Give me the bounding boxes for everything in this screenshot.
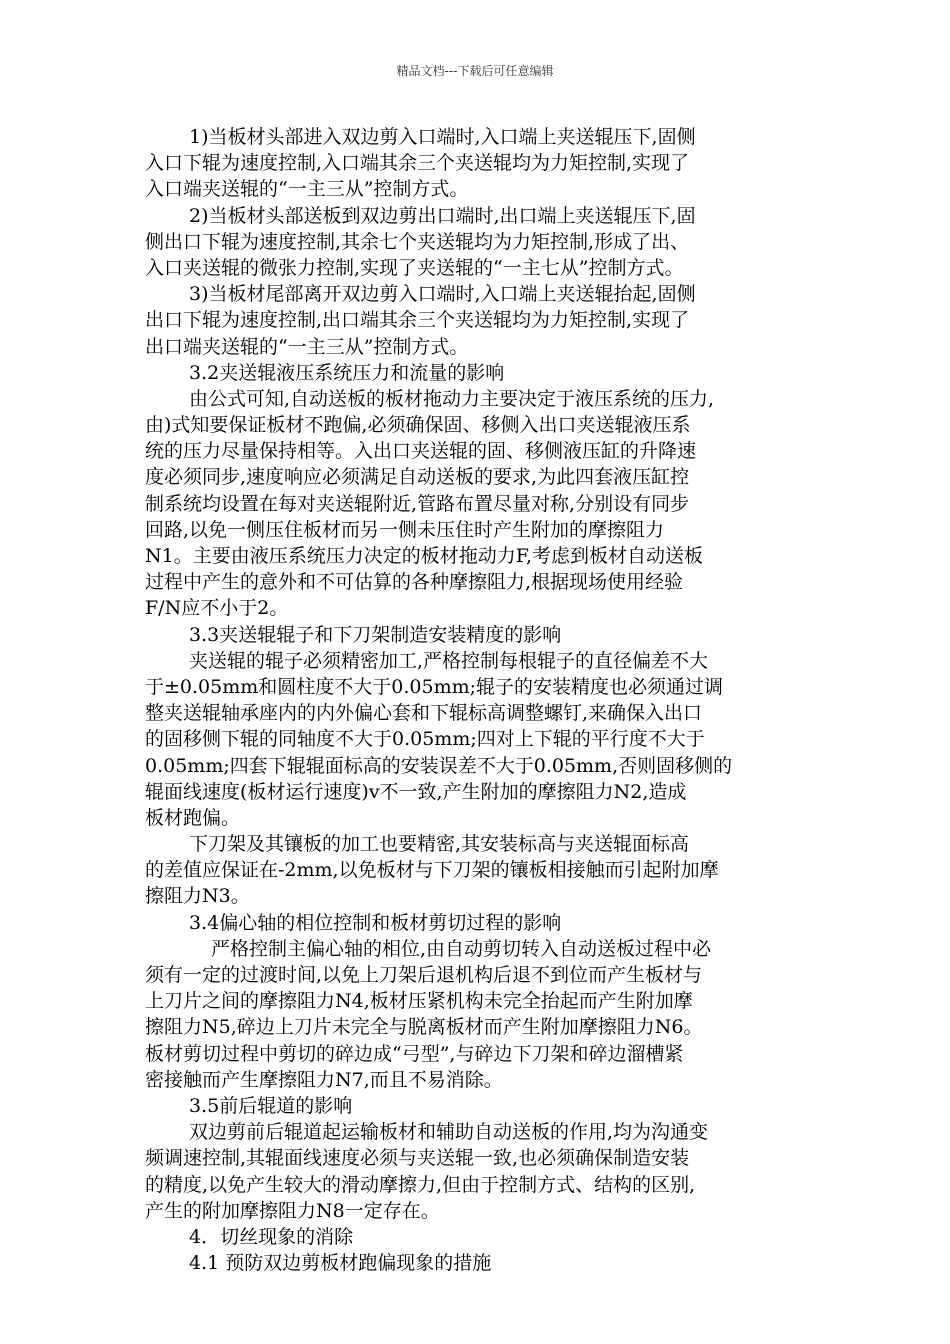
text-line: 3.2夹送辊液压系统压力和流量的影响 (189, 361, 505, 384)
text-line: 3.4偏心轴的相位控制和板材剪切过程的影响 (189, 911, 562, 934)
text-line: 侧出口下辊为速度控制,其余七个夹送辊均为力矩控制,形成了出、 (145, 230, 690, 253)
page-header: 精品文档---下载后可任意编辑 (396, 64, 554, 78)
text-line: 3.5前后辊道的影响 (189, 1094, 353, 1117)
text-line: 下刀架及其镶板的加工也要精密,其安装标高与夹送辊面标高 (189, 833, 690, 856)
text-line: F/N应不小于2。 (145, 597, 289, 620)
text-line: 过程中产生的意外和不可估算的各种摩擦阻力,根据现场使用经验 (145, 571, 684, 594)
text-line: N1。主要由液压系统压力决定的板材拖动力F,考虑到板材自动送板 (145, 545, 703, 567)
text-line: 须有一定的过渡时间,以免上刀架后退机构后退不到位而产生板材与 (145, 964, 703, 986)
text-line: 于±0.05mm和圆柱度不大于0.05mm;辊子的安装精度也必须通过调 (145, 675, 723, 698)
text-line: 的精度,以免产生较大的滑动摩擦力,但由于控制方式、结构的区别, (145, 1173, 696, 1196)
text-line: 2)当板材头部送板到双边剪出口端时,出口端上夹送辊压下,固 (189, 204, 696, 227)
text-line: 度必须同步,速度响应必须满足自动送板的要求,为此四套液压缸控 (145, 466, 690, 489)
text-line: 入口夹送辊的微张力控制,实现了夹送辊的“一主七从”控制方式。 (145, 256, 684, 279)
text-line: 制系统均设置在每对夹送辊附近,管路布置尽量对称,分别设有同步 (145, 492, 690, 515)
text-line: 3.3夹送辊辊子和下刀架制造安装精度的影响 (189, 623, 562, 646)
text-line: 密接触而产生摩擦阻力N7,而且不易消除。 (145, 1068, 503, 1091)
text-line: 频调速控制,其辊面线速度必须与夹送辊一致,也必须确保制造安装 (145, 1147, 690, 1170)
text-line: 入口端夹送辊的“一主三从”控制方式。 (145, 178, 469, 201)
text-line: 严格控制主偏心轴的相位,由自动剪切转入自动送板过程中必 (211, 937, 712, 960)
text-line: 整夹送辊轴承座内的内外偏心套和下辊标高调整螺钉,来确保入出口 (145, 702, 703, 725)
text-line: 擦阻力N3。 (145, 885, 250, 908)
text-line: 由公式可知,自动送板的板材拖动力主要决定于液压系统的压力, (189, 387, 715, 410)
text-line: 4.1 预防双边剪板材跑偏现象的措施 (189, 1252, 492, 1275)
text-line: 入口下辊为速度控制,入口端其余三个夹送辊均为力矩控制,实现了 (145, 152, 690, 175)
text-line: 回路,以免一侧压住板材而另一侧未压住时产生附加的摩擦阻力 (145, 518, 665, 541)
text-line: 4．切丝现象的消除 (189, 1225, 354, 1248)
text-line: 双边剪前后辊道起运输板材和辅助自动送板的作用,均为沟通变 (189, 1121, 709, 1144)
text-line: 擦阻力N5,碎边上刀片未完全与脱离板材而产生附加摩擦阻力N6。 (145, 1016, 703, 1039)
text-line: 出口端夹送辊的“一主三从”控制方式。 (145, 335, 469, 358)
text-line: 的差值应保证在-2mm,以免板材与下刀架的镶板相接触而引起附加摩 (145, 859, 719, 882)
text-line: 板材剪切过程中剪切的碎边成“弓型”,与碎边下刀架和碎边溜槽紧 (145, 1042, 684, 1065)
text-line: 板材跑偏。 (145, 806, 241, 829)
document-body (145, 124, 813, 1276)
text-line: 上刀片之间的摩擦阻力N4,板材压紧机构未完全抬起而产生附加摩 (145, 990, 693, 1013)
text-line: 1)当板材头部进入双边剪入口端时,入口端上夹送辊压下,固侧 (189, 126, 696, 148)
text-line: 的固移侧下辊的同轴度不大于0.05mm;四对上下辊的平行度不大于 (145, 728, 705, 751)
text-line: 产生的附加摩擦阻力N8一定存在。 (145, 1199, 440, 1222)
text-line: 由)式知要保证板材不跑偏,必须确保固、移侧入出口夹送辊液压系 (145, 414, 691, 437)
text-line: 统的压力尽量保持相等。入出口夹送辊的固、移侧液压缸的升降速 (145, 440, 697, 463)
text-line: 出口下辊为速度控制,出口端其余三个夹送辊均为力矩控制,实现了 (145, 309, 690, 332)
text-line: 夹送辊的辊子必须精密加工,严格控制每根辊子的直径偏差不大 (189, 649, 709, 672)
text-line: 0.05mm;四套下辊辊面标高的安装误差不大于0.05mm,否则固移侧的 (145, 754, 733, 777)
text-line: 3)当板材尾部离开双边剪入口端时,入口端上夹送辊抬起,固侧 (189, 283, 696, 306)
text-line: 辊面线速度(板材运行速度)v不一致,产生附加的摩擦阻力N2,造成 (145, 780, 687, 803)
